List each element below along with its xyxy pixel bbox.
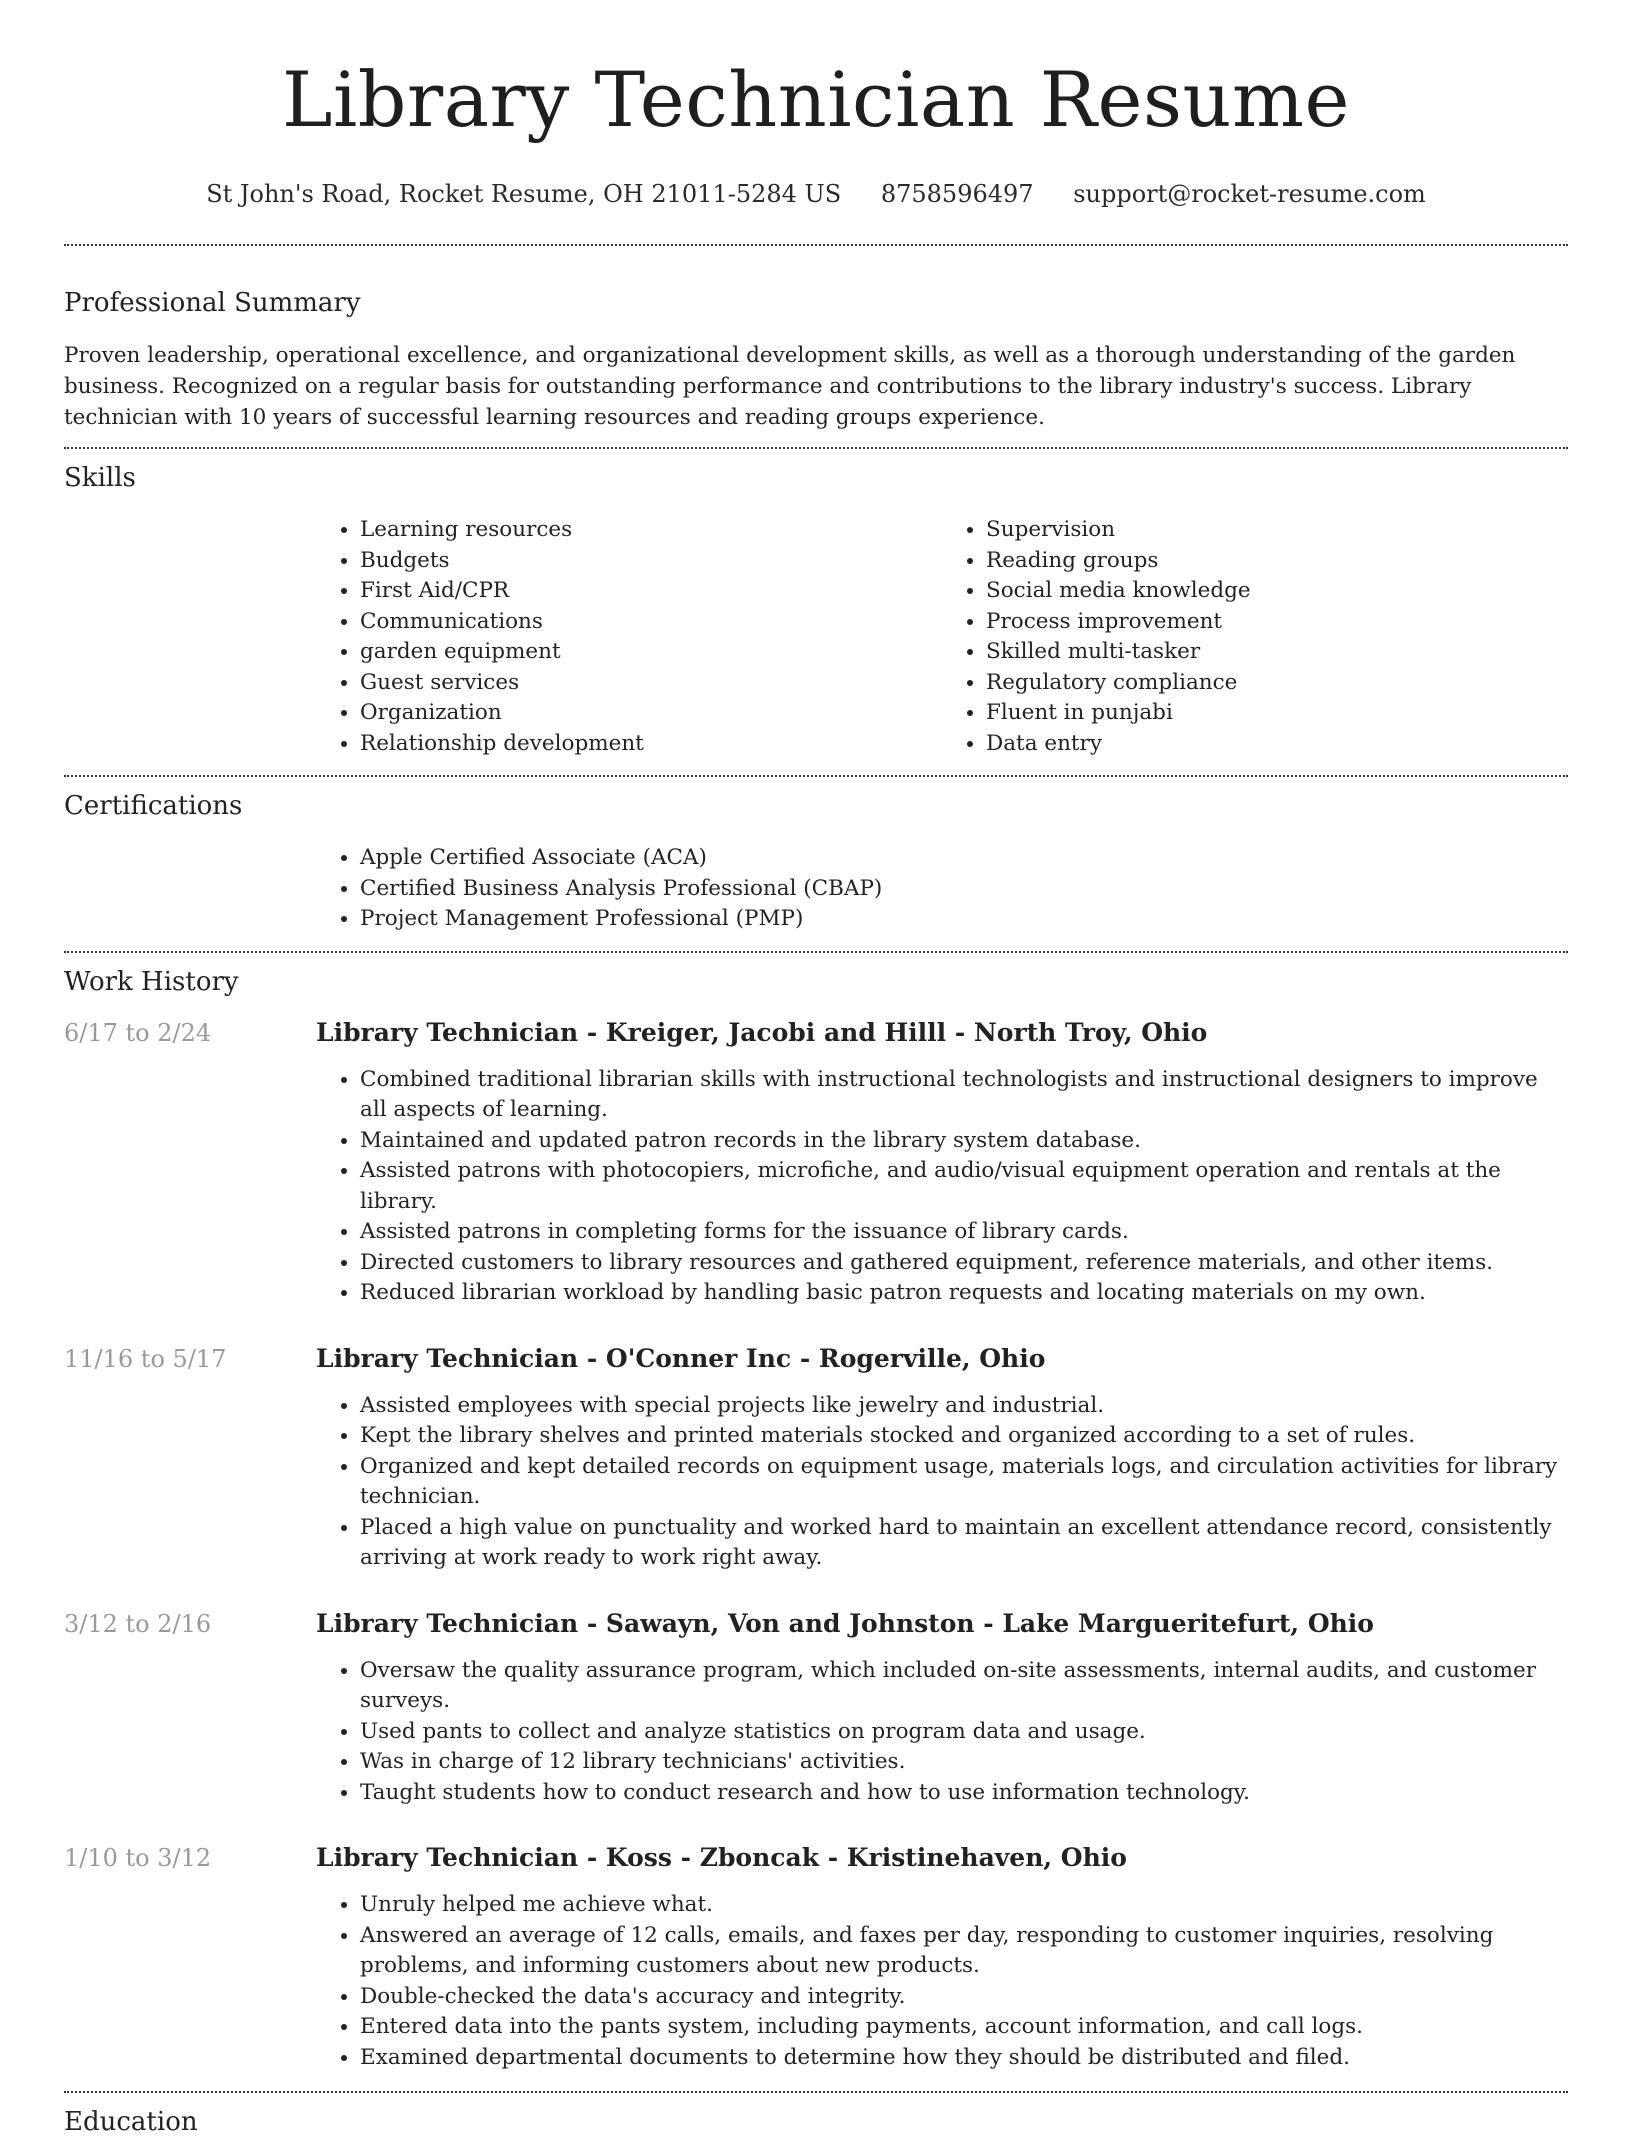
job-bullet: • Directed customers to library resources and gathered equipment, reference materials, and other items. <box>360 1248 1568 1279</box>
skill-item: • Social media knowledge <box>986 576 1568 607</box>
job-bullets <box>316 1890 1568 2073</box>
job-bullet: • Oversaw the quality assurance program, which included on-site assessments, internal audits, and customer surveys. <box>360 1656 1568 1717</box>
job-body <box>316 1608 1568 1809</box>
job-bullet: • Examined departmental documents to determine how they should be distributed and filed. <box>360 2043 1568 2074</box>
job-bullet: • Placed a high value on punctuality and worked hard to maintain an excellent attendance record, consistently arriving at work ready to work right away. <box>360 1513 1568 1574</box>
skills-list-left <box>316 515 942 759</box>
section-heading: Education <box>64 2107 198 2137</box>
contact-line <box>64 178 1568 210</box>
job-bullet: • Taught students how to conduct research and how to use information technology. <box>360 1778 1568 1809</box>
job-heading: Library Technician - Sawayn, Von and Johnston - Lake Margueritefurt, Ohio <box>316 1608 1374 1638</box>
job-dates: 11/16 to 5/17 <box>64 1344 227 1373</box>
job-dates: 1/10 to 3/12 <box>64 1844 212 1872</box>
skill-item: • Fluent in punjabi <box>986 698 1568 729</box>
job-heading: Library Technician - Kreiger, Jacobi and Hilll - North Troy, Ohio <box>316 1017 1208 1047</box>
job-entry <box>64 1842 1568 2091</box>
education-section <box>64 2093 1568 2139</box>
work-history-section <box>64 953 1568 2092</box>
certification-item: • Apple Certified Associate (ACA) <box>360 843 1568 874</box>
skill-item: • Learning resources <box>360 515 942 546</box>
professional-summary-section <box>64 246 1568 447</box>
job-bullet: • Was in charge of 12 library technicians' activities. <box>360 1747 1568 1778</box>
job-bullet: • Maintained and updated patron records in the library system database. <box>360 1126 1568 1157</box>
contact-email: support@rocket-resume.com <box>1073 180 1426 208</box>
skill-item: • Data entry <box>986 729 1568 760</box>
job-bullet: • Organized and kept detailed records on equipment usage, materials logs, and circulation activities for library technician. <box>360 1452 1568 1513</box>
certifications-section <box>64 777 1568 951</box>
skills-list-right <box>942 515 1568 759</box>
skill-item: • Communications <box>360 607 942 638</box>
job-entry <box>64 1017 1568 1309</box>
job-body <box>316 1017 1568 1309</box>
section-heading: Professional Summary <box>64 288 361 318</box>
skill-item: • First Aid/CPR <box>360 576 942 607</box>
contact-address: St John's Road, Rocket Resume, OH 21011-5284 US <box>206 180 842 208</box>
job-bullets <box>316 1656 1568 1809</box>
skill-item: • Process improvement <box>986 607 1568 638</box>
job-body <box>316 1343 1568 1574</box>
job-heading: Library Technician - Koss - Zboncak - Kristinehaven, Ohio <box>316 1843 1127 1872</box>
job-bullet: • Answered an average of 12 calls, emails, and faxes per day, responding to customer inquiries, resolving problems, and informing customers about new products. <box>360 1921 1568 1982</box>
job-dates: 6/17 to 2/24 <box>64 1018 212 1047</box>
job-heading: Library Technician - O'Conner Inc - Rogerville, Ohio <box>316 1343 1046 1373</box>
job-bullet: • Assisted patrons in completing forms for the issuance of library cards. <box>360 1217 1568 1248</box>
job-bullet: • Entered data into the pants system, including payments, account information, and call logs. <box>360 2012 1568 2043</box>
job-bullet: • Unruly helped me achieve what. <box>360 1890 1568 1921</box>
section-heading: Skills <box>64 463 136 493</box>
resume-title: Library Technician Resume <box>281 55 1350 144</box>
job-bullets <box>316 1065 1568 1309</box>
skill-item: • Budgets <box>360 546 942 577</box>
skill-item: • Relationship development <box>360 729 942 760</box>
skills-section <box>64 449 1568 775</box>
job-bullet: • Reduced librarian workload by handling basic patron requests and locating materials on my own. <box>360 1278 1568 1309</box>
skill-item: • Guest services <box>360 668 942 699</box>
skills-grid <box>316 515 1568 775</box>
skill-item: • Regulatory compliance <box>986 668 1568 699</box>
skill-item: • Reading groups <box>986 546 1568 577</box>
summary-text: Proven leadership, operational excellence, and organizational development skills, as well as a thorough understanding of the garden business. Recognized on a regular basis for outstanding performance and contributions to the library industry's success. Library technician with 10 years of successful learning resources and reading groups experience. <box>64 343 1516 430</box>
job-entry <box>64 1343 1568 1574</box>
job-bullet: • Kept the library shelves and printed materials stocked and organized according to a set of rules. <box>360 1421 1568 1452</box>
section-heading: Work History <box>64 966 239 997</box>
job-bullet: • Used pants to collect and analyze statistics on program data and usage. <box>360 1717 1568 1748</box>
job-bullet: • Assisted employees with special projects like jewelry and industrial. <box>360 1391 1568 1422</box>
job-entry <box>64 1608 1568 1809</box>
job-body <box>316 1842 1568 2073</box>
section-heading: Certifications <box>64 791 243 821</box>
job-dates: 3/12 to 2/16 <box>64 1609 212 1638</box>
skill-item: • Skilled multi-tasker <box>986 637 1568 668</box>
job-bullets <box>316 1391 1568 1574</box>
job-bullet: • Assisted patrons with photocopiers, microfiche, and audio/visual equipment operation and rentals at the library. <box>360 1156 1568 1217</box>
job-bullet: • Combined traditional librarian skills with instructional technologists and instructional designers to improve all aspects of learning. <box>360 1065 1568 1126</box>
contact-phone: 8758596497 <box>880 180 1034 208</box>
job-bullet: • Double-checked the data's accuracy and integrity. <box>360 1982 1568 2013</box>
certification-item: • Project Management Professional (PMP) <box>360 904 1568 935</box>
skill-item: • Supervision <box>986 515 1568 546</box>
certifications-list <box>316 843 1568 951</box>
skill-item: • garden equipment <box>360 637 942 668</box>
certification-item: • Certified Business Analysis Professional (CBAP) <box>360 874 1568 905</box>
skill-item: • Organization <box>360 698 942 729</box>
